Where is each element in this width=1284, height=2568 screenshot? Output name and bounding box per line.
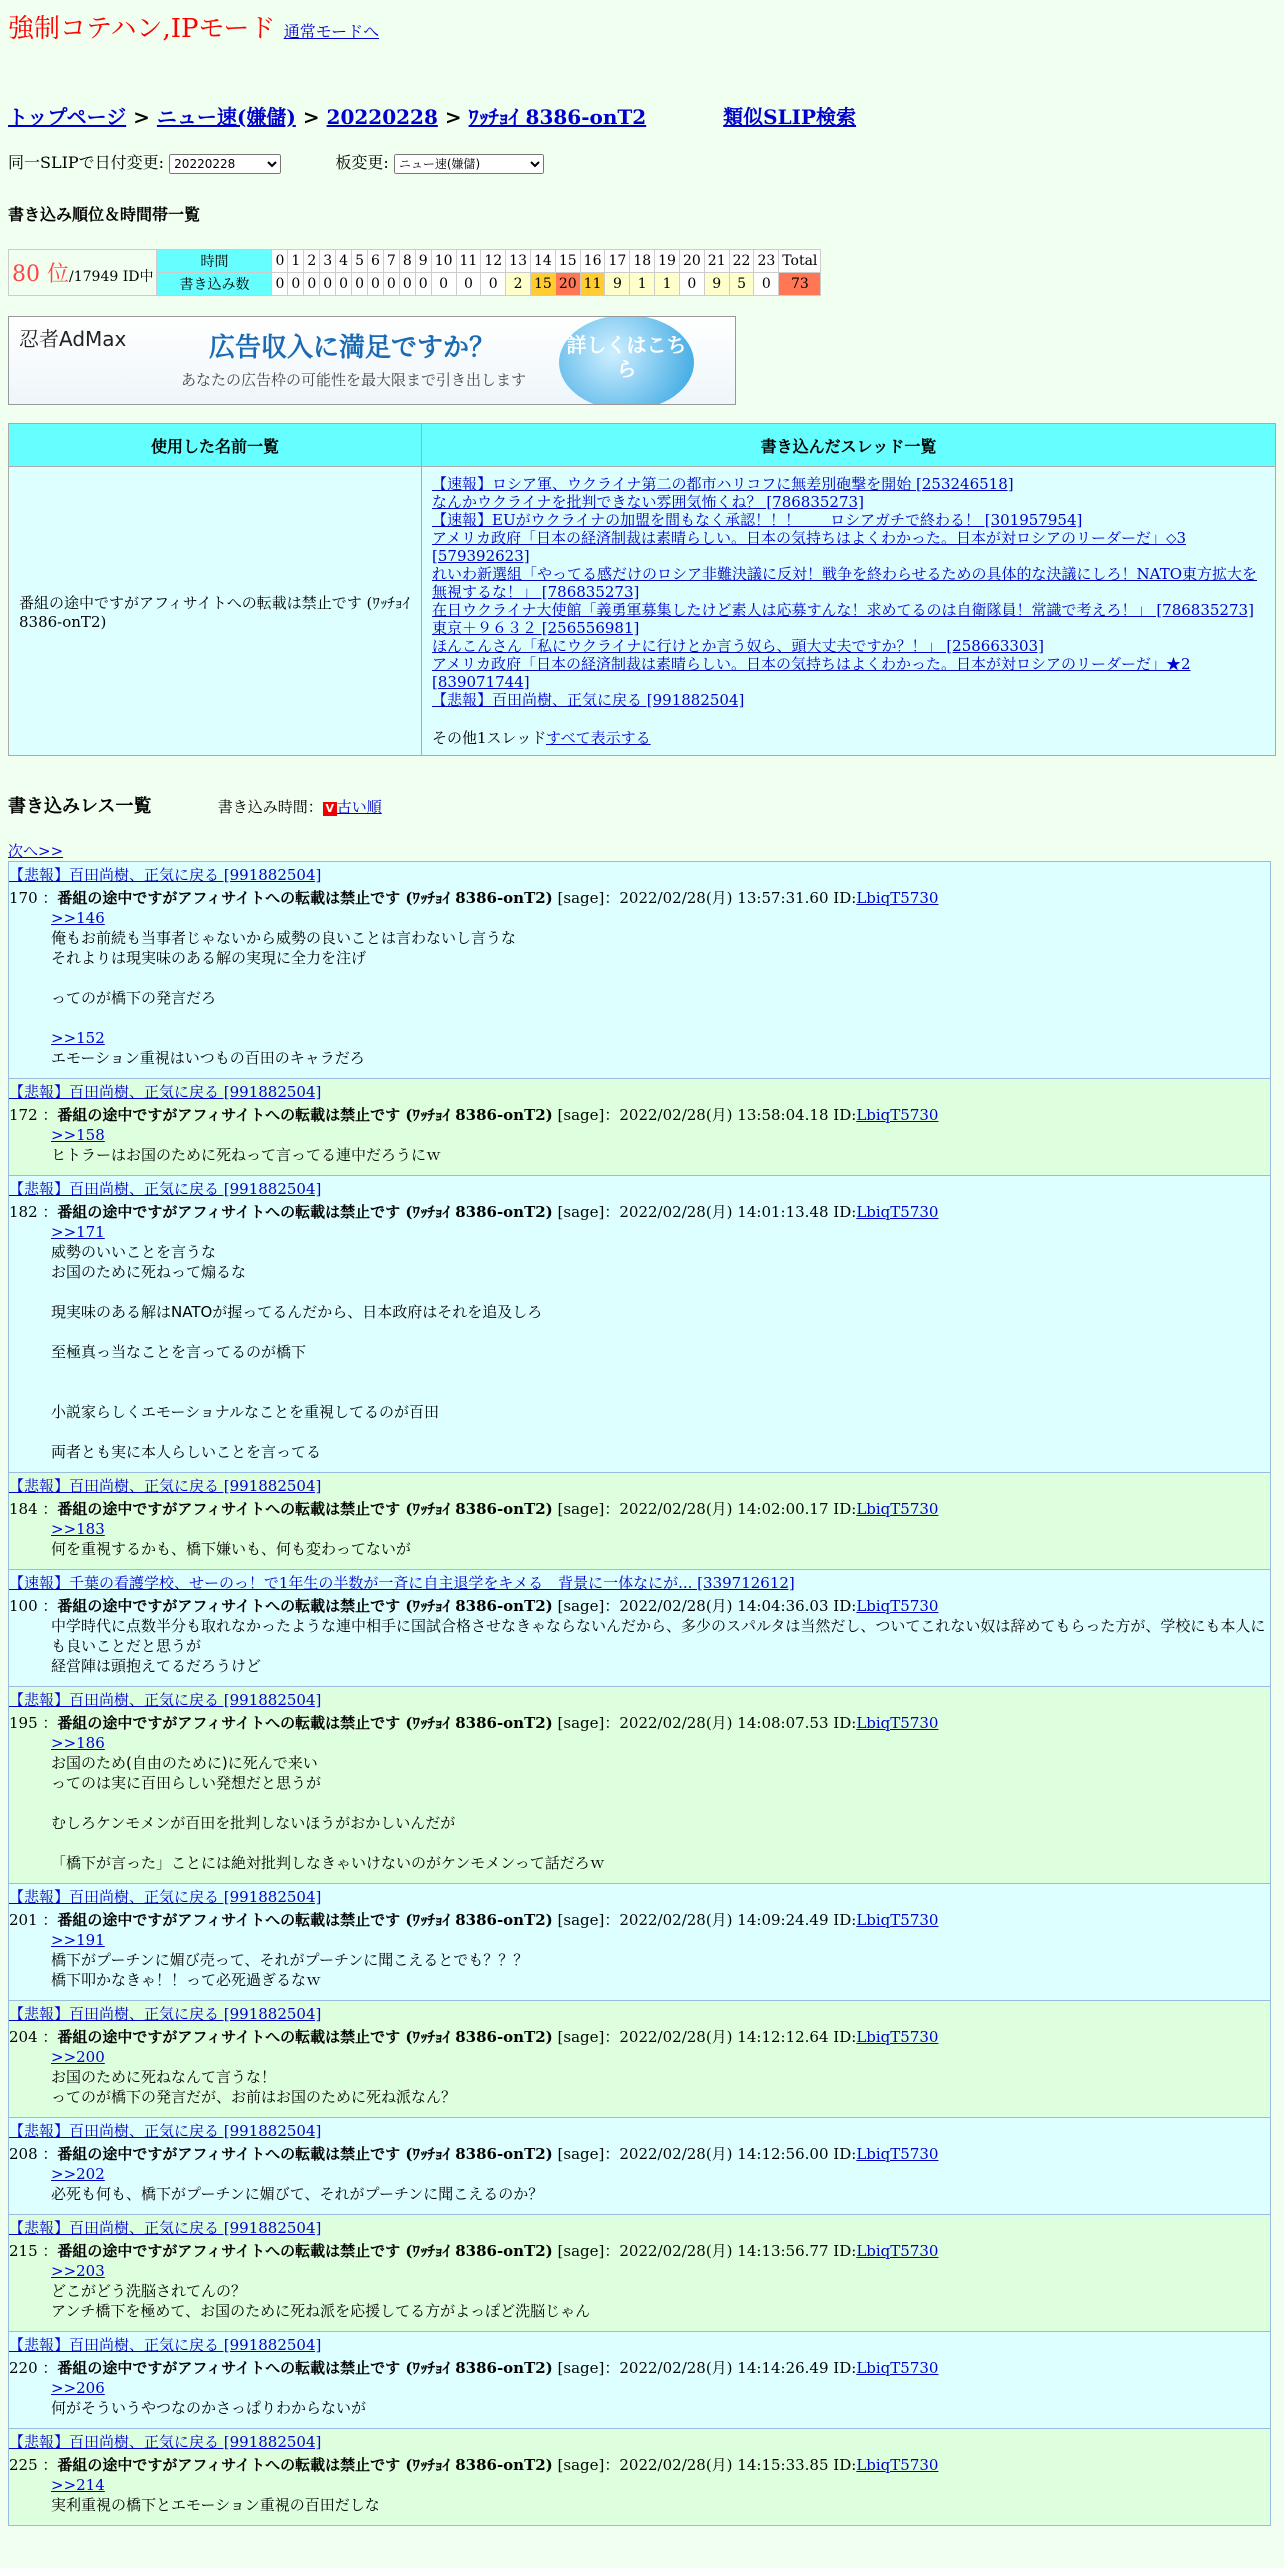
count-cell: 0 — [456, 273, 481, 296]
post-line — [51, 1793, 1270, 1813]
thread-link[interactable]: 在日ウクライナ大使館「義勇軍募集したけど素人は応募すんな！求めてるのは自衛隊員！常識で考えろ！」 [786835273] — [432, 601, 1254, 619]
post-meta: [sage]：2022/02/28(月) 13:57:31.60 ID: — [552, 889, 857, 907]
used-name: 番組の途中ですがアフィサイトへの転載は禁止です (ﾜｯﾁｮｲ 8386-onT2) — [9, 467, 422, 756]
hour-cell: 20 — [679, 250, 704, 273]
count-cell: 20 — [555, 273, 580, 296]
count-cell: 0 — [320, 273, 336, 296]
post-meta: [sage]：2022/02/28(月) 13:58:04.18 ID: — [552, 1106, 857, 1124]
count-cell: 0 — [336, 273, 352, 296]
hour-cell: 16 — [580, 250, 605, 273]
post-id-link[interactable]: LbiqT5730 — [856, 1106, 939, 1124]
reply-anchor-link[interactable]: >>206 — [51, 2379, 105, 2397]
count-cell: 11 — [580, 273, 605, 296]
post-body — [51, 1519, 1270, 1559]
threads-column-header: 書き込んだスレッド一覧 — [422, 424, 1276, 467]
post-id-link[interactable]: LbiqT5730 — [856, 2359, 939, 2377]
post-meta: [sage]：2022/02/28(月) 14:04:36.03 ID: — [552, 1597, 857, 1615]
count-cell: 0 — [304, 273, 320, 296]
hour-cell: 22 — [729, 250, 754, 273]
post-number: 170 ： — [9, 889, 58, 907]
post-line — [51, 1008, 1270, 1028]
hour-cell: Total — [779, 250, 821, 273]
reply-anchor-link[interactable]: >>203 — [51, 2262, 105, 2280]
post-author: 番組の途中ですがアフィサイトへの転載は禁止です (ﾜｯﾁｮｲ 8386-onT2) — [57, 2359, 553, 2377]
next-page-link[interactable]: 次へ>> — [8, 842, 64, 860]
post-id-link[interactable]: LbiqT5730 — [856, 1911, 939, 1929]
hour-cell: 1 — [288, 250, 304, 273]
post-id-link[interactable]: LbiqT5730 — [856, 2028, 939, 2046]
reply-anchor-link[interactable]: >>186 — [51, 1734, 105, 1752]
mode-title: 強制コテハン,IPモード — [8, 14, 276, 44]
post-number: 225 ： — [9, 2456, 58, 2474]
reply-anchor-link[interactable]: >>158 — [51, 1126, 105, 1144]
board-change-label: 板変更: — [335, 153, 389, 172]
show-all-link[interactable]: すべて表示する — [545, 729, 651, 747]
post-line: 橋下叩かなきゃ！！って必死過ぎるなｗ — [51, 1971, 322, 1989]
mode-header — [8, 8, 1276, 45]
hour-cell: 11 — [456, 250, 481, 273]
thread-link[interactable]: アメリカ政府「日本の経済制裁は素晴らしい。日本の気持ちはよくわかった。日本が対ロシアのリーダーだ」★2 [839071744] — [432, 655, 1191, 691]
post-author: 番組の途中ですがアフィサイトへの転載は禁止です (ﾜｯﾁｮｲ 8386-onT2) — [57, 2242, 553, 2260]
post-line: ってのが橋下の発言だが、お前はお国のために死ね派なん？ — [51, 2088, 457, 2106]
hour-cell: 15 — [555, 250, 580, 273]
post-thread-link[interactable]: 【悲報】百田尚樹、正気に戻る [991882504] — [9, 2219, 322, 2237]
hour-cell: 14 — [531, 250, 556, 273]
post-thread-link[interactable]: 【悲報】百田尚樹、正気に戻る [991882504] — [9, 1180, 322, 1198]
post-header — [9, 2454, 1270, 2475]
hour-cell: 0 — [272, 250, 288, 273]
post — [8, 2215, 1271, 2332]
post-author: 番組の途中ですがアフィサイトへの転載は禁止です (ﾜｯﾁｮｲ 8386-onT2) — [57, 1714, 553, 1732]
post-id-link[interactable]: LbiqT5730 — [856, 2242, 939, 2260]
thread-link[interactable]: れいわ新選組「やってる感だけのロシア非難決議に反対！戦争を終わらせるための具体的な決議にしろ！NATO東方拡大を無視するな！」 [786835273] — [432, 565, 1257, 601]
post-line: アンチ橋下を極めて、お国のために死ね派を応援してる方がよっぽど洗脳じゃん — [51, 2302, 591, 2320]
post-number: 201 ： — [9, 1911, 58, 1929]
ad-banner[interactable] — [8, 316, 736, 405]
ad-cta-button[interactable]: 詳しくはこちら — [559, 316, 694, 405]
reply-anchor-link[interactable]: >>152 — [51, 1029, 105, 1047]
hour-cell: 23 — [754, 250, 779, 273]
count-cell: 0 — [754, 273, 779, 296]
thread-link[interactable]: 【速報】ロシア軍、ウクライナ第二の都市ハリコフに無差別砲撃を開始 [253246518] — [432, 475, 1014, 493]
post-header — [9, 1498, 1270, 1519]
post-thread-link[interactable]: 【悲報】百田尚樹、正気に戻る [991882504] — [9, 2336, 322, 2354]
post-body — [51, 1616, 1270, 1676]
post-author: 番組の途中ですがアフィサイトへの転載は禁止です (ﾜｯﾁｮｲ 8386-onT2) — [57, 1203, 553, 1221]
count-header: 書き込み数 — [157, 273, 272, 296]
post — [8, 1687, 1271, 1884]
v-icon: V — [323, 802, 337, 816]
post — [8, 2118, 1271, 2215]
post-line: エモーション重視はいつもの百田のキャラだろ — [51, 1049, 365, 1067]
post-body — [51, 1733, 1270, 1873]
post — [8, 1570, 1271, 1687]
same-slip-label: 同一SLIPで日付変更: — [8, 153, 165, 172]
post-line: 中学時代に点数半分も取れなかったような連中相手に国試合格させなきゃならないんだから、多少のスパルタは当然だし、ついてこれない奴は辞めてもらった方が、学校にも本人にも良いことだと思うが — [51, 1617, 1266, 1655]
post-thread-link[interactable]: 【悲報】百田尚樹、正気に戻る [991882504] — [9, 2122, 322, 2140]
hour-cell: 2 — [304, 250, 320, 273]
reply-anchor-link[interactable]: >>200 — [51, 2048, 105, 2066]
post-body — [51, 2047, 1270, 2107]
post-meta: [sage]：2022/02/28(月) 14:15:33.85 ID: — [552, 2456, 857, 2474]
post-thread-link[interactable]: 【悲報】百田尚樹、正気に戻る [991882504] — [9, 1477, 322, 1495]
post-line — [51, 1382, 1270, 1402]
ranking-title: 書き込み順位＆時間帯一覧 — [8, 205, 201, 224]
thread-link[interactable]: 【悲報】百田尚樹、正気に戻る [991882504] — [432, 691, 745, 709]
post-thread-link[interactable]: 【悲報】百田尚樹、正気に戻る [991882504] — [9, 2005, 322, 2023]
names-threads-table — [8, 423, 1276, 756]
post-header — [9, 1712, 1270, 1733]
post-header — [9, 1104, 1270, 1125]
post-line: 経営陣は頭抱えてるだろうけど — [51, 1657, 262, 1675]
post-line — [51, 1282, 1270, 1302]
reply-anchor-link[interactable]: >>146 — [51, 909, 105, 927]
post-author: 番組の途中ですがアフィサイトへの転載は禁止です (ﾜｯﾁｮｲ 8386-onT2) — [57, 1597, 553, 1615]
post-line: 現実味のある解はNATOが握ってるんだから、日本政府はそれを追及しろ — [51, 1303, 543, 1321]
more-threads — [432, 729, 1265, 747]
post-line: 橋下がプーチンに媚び売って、それがプーチンに聞こえるとでも？？？ — [51, 1951, 529, 1969]
thread-link[interactable]: 東京＋９６３２ [256556981] — [432, 619, 640, 637]
breadcrumb-user[interactable]: ﾜｯﾁｮｲ 8386-onT2 — [468, 105, 647, 129]
hour-cell: 9 — [415, 250, 431, 273]
hour-cell: 18 — [630, 250, 655, 273]
post-line: 「橋下が言った」ことには絶対批判しなきゃいけないのがケンモメンって話だろｗ — [51, 1854, 605, 1872]
post-line: 威勢のいいことを言うな — [51, 1243, 217, 1261]
hour-cell: 6 — [368, 250, 384, 273]
post-id-link[interactable]: LbiqT5730 — [856, 1203, 939, 1221]
post-line: お国のため(自由のために)に死んで来い — [51, 1754, 318, 1772]
reply-anchor-link[interactable]: >>183 — [51, 1520, 105, 1538]
count-cell: 1 — [630, 273, 655, 296]
hour-cell: 3 — [320, 250, 336, 273]
post-body — [51, 2261, 1270, 2321]
count-cell: 2 — [506, 273, 531, 296]
post-meta: [sage]：2022/02/28(月) 14:08:07.53 ID: — [552, 1714, 857, 1732]
post-thread-link[interactable]: 【悲報】百田尚樹、正気に戻る [991882504] — [9, 1083, 322, 1101]
count-cell: 0 — [352, 273, 368, 296]
reply-anchor-link[interactable]: >>214 — [51, 2476, 105, 2494]
hour-cell: 10 — [431, 250, 456, 273]
breadcrumb-sep: > — [302, 105, 320, 129]
board-select[interactable] — [394, 154, 544, 174]
hour-cell: 17 — [605, 250, 630, 273]
post-thread-link[interactable]: 【悲報】百田尚樹、正気に戻る [991882504] — [9, 1691, 322, 1709]
post-line: 何がそういうやつなのかさっぱりわからないが — [51, 2399, 367, 2417]
post-header — [9, 2357, 1270, 2378]
oldest-order-link[interactable]: 古い順 — [336, 798, 382, 816]
count-cell: 0 — [383, 273, 399, 296]
post-id-link[interactable]: LbiqT5730 — [856, 2456, 939, 2474]
post-line: 何を重視するかも、橋下嫌いも、何も変わってないが — [51, 1540, 411, 1558]
post-header — [9, 2240, 1270, 2261]
post-line: 両者とも実に本人らしいことを言ってる — [51, 1443, 322, 1461]
post-meta: [sage]：2022/02/28(月) 14:12:56.00 ID: — [552, 2145, 857, 2163]
post-line — [51, 1322, 1270, 1342]
post-line: むしろケンモメンが百田を批判しないほうがおかしいんだが — [51, 1814, 456, 1832]
post — [8, 861, 1271, 1079]
hourly-table — [8, 249, 821, 296]
date-select[interactable] — [169, 154, 281, 174]
post-meta: [sage]：2022/02/28(月) 14:12:12.64 ID: — [552, 2028, 857, 2046]
more-threads-label: その他1スレッド — [432, 729, 546, 747]
hour-cell: 5 — [352, 250, 368, 273]
post-body — [51, 2378, 1270, 2418]
post-id-link[interactable]: LbiqT5730 — [856, 1597, 939, 1615]
count-cell: 0 — [481, 273, 506, 296]
count-cell: 1 — [655, 273, 680, 296]
count-cell: 5 — [729, 273, 754, 296]
post-line — [51, 968, 1270, 988]
thread-link[interactable]: なんかウクライナを批判できない雰囲気怖くね？ [786835273] — [432, 493, 864, 511]
breadcrumb-sep: > — [444, 105, 462, 129]
thread-link[interactable]: アメリカ政府「日本の経済制裁は素晴らしい。日本の気持ちはよくわかった。日本が対ロシアのリーダーだ」⬦3 [579392623] — [432, 529, 1186, 565]
breadcrumb-sep: > — [133, 105, 150, 129]
post-id-link[interactable]: LbiqT5730 — [856, 1500, 939, 1518]
post-author: 番組の途中ですがアフィサイトへの転載は禁止です (ﾜｯﾁｮｲ 8386-onT2) — [57, 1106, 553, 1124]
post-thread-link[interactable]: 【悲報】百田尚樹、正気に戻る [991882504] — [9, 2433, 322, 2451]
post-line: ってのは実に百田らしい発想だと思うが — [51, 1774, 322, 1792]
post-number: 208 ： — [9, 2145, 58, 2163]
breadcrumb-date[interactable]: 20220228 — [326, 105, 438, 129]
post-body — [51, 1125, 1270, 1165]
post-number: 172 ： — [9, 1106, 58, 1124]
post — [8, 2001, 1271, 2118]
post-body — [51, 908, 1270, 1068]
hour-cell: 7 — [383, 250, 399, 273]
post-author: 番組の途中ですがアフィサイトへの転載は禁止です (ﾜｯﾁｮｲ 8386-onT2) — [57, 889, 553, 907]
ad-subtext: あなたの広告枠の可能性を最大限まで引き出します — [181, 371, 527, 389]
post — [8, 2429, 1271, 2526]
rank-value: 80 位 — [12, 262, 69, 287]
count-cell: 0 — [399, 273, 415, 296]
count-cell: 0 — [415, 273, 431, 296]
post — [8, 1884, 1271, 2001]
breadcrumb-board[interactable]: ニュー速(嫌儲) — [156, 105, 296, 129]
post-meta: [sage]：2022/02/28(月) 14:13:56.77 ID: — [552, 2242, 857, 2260]
res-list-title: 書き込みレス一覧 — [8, 796, 152, 817]
breadcrumb — [8, 101, 1276, 130]
post-line: 俺もお前続も当事者じゃないから威勢の良いことは言わないし言うな — [51, 929, 517, 947]
post-header — [9, 1595, 1270, 1616]
hour-cell: 13 — [506, 250, 531, 273]
time-order-label: 書き込み時間： — [217, 798, 323, 816]
post-line — [51, 1362, 1270, 1382]
post-list — [8, 861, 1276, 2526]
hour-cell: 19 — [655, 250, 680, 273]
breadcrumb-top[interactable]: トップページ — [8, 105, 127, 129]
res-list-header — [8, 792, 1276, 818]
count-cell: 9 — [605, 273, 630, 296]
post-line: 必死も何も、橋下がプーチンに媚びて、それがプーチンに聞こえるのか？ — [51, 2185, 544, 2203]
post-id-link[interactable]: LbiqT5730 — [856, 2145, 939, 2163]
normal-mode-link[interactable]: 通常モードへ — [283, 22, 380, 41]
post-line — [51, 1422, 1270, 1442]
reply-anchor-link[interactable]: >>202 — [51, 2165, 105, 2183]
ad-headline: 広告収入に満足ですか？ — [209, 333, 496, 363]
post-line: 至極真っ当なことを言ってるのが橋下 — [51, 1343, 307, 1361]
post-header — [9, 1909, 1270, 1930]
thread-link[interactable]: 【速報】EUがウクライナの加盟を間もなく承認！！！ ロシアガチで終わる！ [301957954] — [432, 511, 1083, 529]
post-id-link[interactable]: LbiqT5730 — [856, 1714, 939, 1732]
post-line: ってのが橋下の発言だろ — [51, 989, 217, 1007]
post-number: 220 ： — [9, 2359, 58, 2377]
post-author: 番組の途中ですがアフィサイトへの転載は禁止です (ﾜｯﾁｮｲ 8386-onT2) — [57, 2145, 553, 2163]
post-line: ヒトラーはお国のために死ねって言ってる連中だろうにｗ — [51, 1146, 442, 1164]
post-author: 番組の途中ですがアフィサイトへの転載は禁止です (ﾜｯﾁｮｲ 8386-onT2) — [57, 2456, 553, 2474]
post-line: それよりは現実味のある解の実現に全力を注げ — [51, 949, 367, 967]
post-line — [51, 1833, 1270, 1853]
post-author: 番組の途中ですがアフィサイトへの転載は禁止です (ﾜｯﾁｮｲ 8386-onT2) — [57, 1500, 553, 1518]
post-line: お国のために死ねなんて言うな！ — [51, 2068, 277, 2086]
post-author: 番組の途中ですがアフィサイトへの転載は禁止です (ﾜｯﾁｮｲ 8386-onT2) — [57, 1911, 553, 1929]
post-number: 204 ： — [9, 2028, 58, 2046]
hour-cell: 8 — [399, 250, 415, 273]
post-header — [9, 887, 1270, 908]
post-thread-link[interactable]: 【悲報】百田尚樹、正気に戻る [991882504] — [9, 1888, 322, 1906]
post-line: 小説家らしくエモーショナルなことを重視してるのが百田 — [51, 1403, 440, 1421]
post-line: 実利重視の橋下とエモーション重視の百田だしな — [51, 2496, 380, 2514]
count-cell: 0 — [272, 273, 288, 296]
post-thread-link[interactable]: 【悲報】百田尚樹、正気に戻る [991882504] — [9, 866, 322, 884]
post — [8, 1473, 1271, 1570]
hour-cell: 12 — [481, 250, 506, 273]
count-cell: 0 — [368, 273, 384, 296]
time-header: 時間 — [157, 250, 272, 273]
count-cell: 0 — [679, 273, 704, 296]
post-body — [51, 1222, 1270, 1462]
post — [8, 1079, 1271, 1176]
names-column-header: 使用した名前一覧 — [9, 424, 422, 467]
count-cell: 73 — [779, 273, 821, 296]
post-id-link[interactable]: LbiqT5730 — [856, 889, 939, 907]
total-ids: /17949 ID中 — [69, 269, 154, 285]
post — [8, 2332, 1271, 2429]
reply-anchor-link[interactable]: >>191 — [51, 1931, 105, 1949]
post-author: 番組の途中ですがアフィサイトへの転載は禁止です (ﾜｯﾁｮｲ 8386-onT2) — [57, 2028, 553, 2046]
similar-slip-link[interactable]: 類似SLIP検索 — [723, 105, 857, 129]
count-cell: 0 — [431, 273, 456, 296]
post-line: お国のために死ねって煽るな — [51, 1263, 247, 1281]
post-header — [9, 2143, 1270, 2164]
post-number: 182 ： — [9, 1203, 58, 1221]
thread-link[interactable]: ほんこんさん「私にウクライナに行けとか言う奴ら、頭大丈夫ですか？！」 [258663303] — [432, 637, 1044, 655]
hour-cell: 21 — [704, 250, 729, 273]
count-cell: 15 — [531, 273, 556, 296]
post-number: 184 ： — [9, 1500, 58, 1518]
post-line: どこがどう洗脳されてんの？ — [51, 2282, 247, 2300]
count-cell: 9 — [704, 273, 729, 296]
post-number: 195 ： — [9, 1714, 58, 1732]
post-header — [9, 1201, 1270, 1222]
ad-brand: 忍者AdMax — [19, 327, 127, 351]
post-meta: [sage]：2022/02/28(月) 14:02:00.17 ID: — [552, 1500, 857, 1518]
rank-cell — [9, 250, 157, 296]
hour-cell: 4 — [336, 250, 352, 273]
post-body — [51, 1930, 1270, 1990]
post-meta: [sage]：2022/02/28(月) 14:14:26.49 ID: — [552, 2359, 857, 2377]
post-number: 100 ： — [9, 1597, 58, 1615]
reply-anchor-link[interactable]: >>171 — [51, 1223, 105, 1241]
post-body — [51, 2475, 1270, 2515]
post-meta: [sage]：2022/02/28(月) 14:01:13.48 ID: — [552, 1203, 857, 1221]
post-thread-link[interactable]: 【速報】千葉の看護学校、せーのっ！で1年生の半数が一斉に自主退学をキメる 背景に一体なにが... [339712612] — [9, 1574, 795, 1592]
post-meta: [sage]：2022/02/28(月) 14:09:24.49 ID: — [552, 1911, 857, 1929]
post-body — [51, 2164, 1270, 2204]
post-header — [9, 2026, 1270, 2047]
post — [8, 1176, 1271, 1473]
count-cell: 0 — [288, 273, 304, 296]
post-number: 215 ： — [9, 2242, 58, 2260]
selector-row — [8, 150, 1276, 174]
thread-list — [422, 467, 1276, 756]
